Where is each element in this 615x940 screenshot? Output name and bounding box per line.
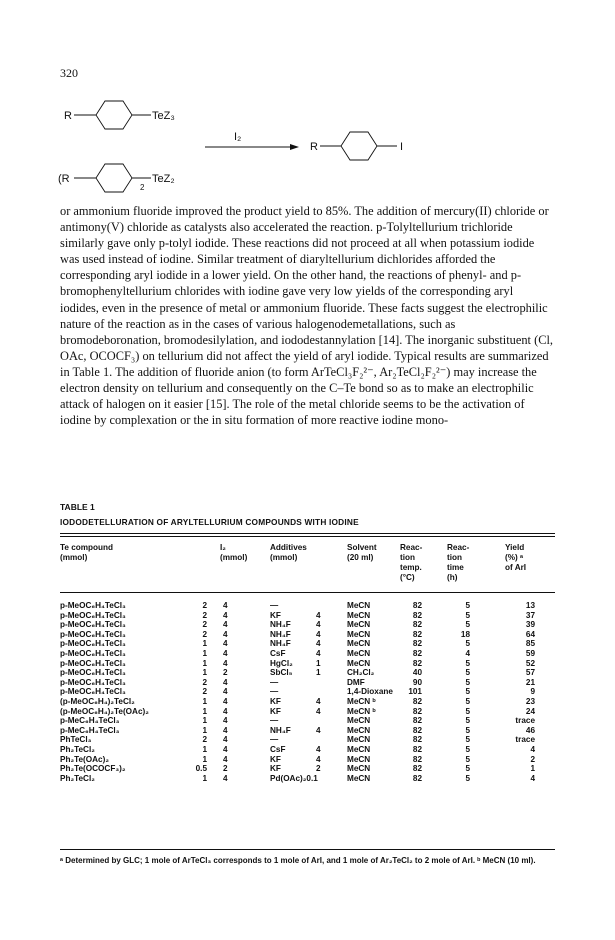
- mmol-cell: 2: [202, 677, 207, 687]
- mmol-cell: 2: [202, 601, 207, 610]
- temp-cell: 40: [412, 668, 422, 678]
- solvent-cell: DMF: [347, 677, 365, 687]
- reaction-scheme: [55, 92, 565, 200]
- reactant2-subscript: 2: [140, 183, 145, 192]
- header-solvent: Solvent (20 ml): [347, 543, 377, 562]
- time-cell: 5: [465, 725, 470, 735]
- solvent-cell: 1,4-Dioxane: [347, 687, 393, 697]
- solvent-cell: MeCN: [347, 629, 371, 639]
- temp-cell: 82: [412, 648, 422, 658]
- table-row: [60, 620, 555, 630]
- mmol-cell: 1: [202, 744, 207, 754]
- compound-cell: p-MeC₆H₄TeCl₃: [60, 725, 120, 735]
- mmol-cell: 0.5: [195, 764, 207, 774]
- table-row: [60, 716, 555, 726]
- compound-cell: p-MeOC₆H₄TeCl₃: [60, 648, 126, 658]
- additive-cell: NH₄F: [270, 620, 291, 630]
- table-row: [60, 611, 555, 621]
- additive-mmol-cell: 4: [316, 754, 321, 764]
- additive-cell: —: [270, 601, 279, 610]
- solvent-cell: MeCN: [347, 658, 371, 668]
- additive-cell: Pd(OAc)₂0.1: [270, 773, 318, 783]
- iodine-cell: 2: [223, 668, 228, 678]
- table-row: [60, 755, 555, 765]
- additive-cell: SbCl₅: [270, 668, 293, 678]
- additive-mmol-cell: 2: [316, 764, 321, 774]
- time-cell: 5: [465, 754, 470, 764]
- additive-cell: —: [270, 677, 279, 687]
- temp-cell: 82: [412, 706, 422, 716]
- table-row: [60, 764, 555, 774]
- compound-cell: p-MeOC₆H₄TeCl₃: [60, 620, 126, 630]
- header-yield: Yield (%) ᵃ of ArI: [505, 543, 527, 572]
- temp-cell: 82: [412, 744, 422, 754]
- mmol-cell: 1: [202, 716, 207, 726]
- iodine-cell: 4: [223, 754, 228, 764]
- benzene-ring-1: [96, 101, 132, 129]
- additive-mmol-cell: 4: [316, 725, 321, 735]
- yield-cell: trace: [515, 716, 535, 726]
- table-top-rule: [60, 533, 555, 534]
- solvent-cell: MeCN: [347, 601, 371, 610]
- additive-mmol-cell: 4: [316, 696, 321, 706]
- additive-cell: KF: [270, 706, 281, 716]
- temp-cell: 82: [412, 773, 422, 783]
- temp-cell: 82: [412, 735, 422, 745]
- iodine-cell: 4: [223, 716, 228, 726]
- additive-cell: NH₄F: [270, 725, 291, 735]
- time-cell: 5: [465, 773, 470, 783]
- page-number: 320: [60, 66, 78, 80]
- time-cell: 4: [465, 648, 470, 658]
- yield-cell: 1: [530, 764, 535, 774]
- temp-cell: 82: [412, 620, 422, 630]
- solvent-cell: MeCN: [347, 744, 371, 754]
- table-header: [60, 539, 555, 589]
- table-row: [60, 687, 555, 697]
- compound-cell: Ph₂Te(OCOCF₃)₂: [60, 764, 126, 774]
- yield-cell: 4: [530, 744, 535, 754]
- yield-cell: 37: [525, 610, 535, 620]
- compound-cell: (p-MeOC₆H₄)₂Te(OAc)₂: [60, 706, 149, 716]
- additive-mmol-cell: 4: [316, 629, 321, 639]
- yield-cell: 4: [530, 773, 535, 783]
- iodine-cell: 4: [223, 639, 228, 649]
- temp-cell: 82: [412, 764, 422, 774]
- additive-mmol-cell: 4: [316, 620, 321, 630]
- additive-mmol-cell: 4: [316, 648, 321, 658]
- time-cell: 5: [465, 744, 470, 754]
- yield-cell: 24: [525, 706, 535, 716]
- temp-cell: 82: [412, 725, 422, 735]
- header-additives: Additives (mmol): [270, 543, 307, 562]
- additive-mmol-cell: 1: [316, 658, 321, 668]
- solvent-cell: MeCN: [347, 620, 371, 630]
- time-cell: 5: [465, 620, 470, 630]
- temp-cell: 82: [412, 639, 422, 649]
- compound-cell: p-MeOC₆H₄TeCl₃: [60, 610, 126, 620]
- yield-cell: 39: [525, 620, 535, 630]
- iodine-cell: 2: [223, 764, 228, 774]
- solvent-cell: MeCN: [347, 648, 371, 658]
- compound-cell: p-MeOC₆H₄TeCl₃: [60, 629, 126, 639]
- solvent-cell: MeCN: [347, 764, 371, 774]
- table-row: [60, 774, 555, 784]
- table-row: [60, 639, 555, 649]
- solvent-cell: MeCN: [347, 610, 371, 620]
- table-row: [60, 630, 555, 640]
- additive-mmol-cell: 4: [316, 610, 321, 620]
- additive-cell: NH₄F: [270, 639, 291, 649]
- table-row: [60, 678, 555, 688]
- table-footnote: ᵃ Determined by GLC; 1 mole of ArTeCl₃ corresponds to 1 mole of ArI, and 1 mole of Ar₂TeCl₂ to 2 mole of ArI. ᵇ MeCN (10 ml).: [60, 856, 536, 865]
- time-cell: 5: [465, 610, 470, 620]
- table-row: [60, 697, 555, 707]
- table-top-rule-2: [60, 536, 555, 537]
- iodine-cell: 4: [223, 687, 228, 697]
- time-cell: 5: [465, 677, 470, 687]
- iodine-cell: 4: [223, 658, 228, 668]
- temp-cell: 101: [408, 687, 422, 697]
- yield-cell: 52: [525, 658, 535, 668]
- temp-cell: 82: [412, 629, 422, 639]
- mmol-cell: 1: [202, 648, 207, 658]
- compound-cell: Ph₂Te(OAc)₂: [60, 754, 109, 764]
- additive-cell: CsF: [270, 648, 286, 658]
- additive-mmol-cell: 1: [316, 668, 321, 678]
- yield-cell: trace: [515, 735, 535, 745]
- compound-cell: p-MeOC₆H₄TeCl₃: [60, 677, 126, 687]
- time-cell: 18: [460, 629, 470, 639]
- reactant1-group-label: TeZ₃: [152, 110, 175, 122]
- table-body: [60, 601, 555, 783]
- product-r-label: R: [310, 141, 318, 153]
- solvent-cell: MeCN: [347, 716, 371, 726]
- additive-mmol-cell: 4: [316, 706, 321, 716]
- table-title: IODODETELLURATION OF ARYLTELLURIUM COMPOUNDS WITH IODINE: [60, 517, 359, 527]
- header-compound: Te compound (mmol): [60, 543, 114, 562]
- iodine-cell: 4: [223, 725, 228, 735]
- compound-cell: p-MeOC₆H₄TeCl₃: [60, 687, 126, 697]
- iodine-cell: 4: [223, 735, 228, 745]
- time-cell: 5: [465, 658, 470, 668]
- table-bottom-rule: [60, 849, 555, 850]
- yield-cell: 57: [525, 668, 535, 678]
- table-header-rule: [60, 592, 555, 593]
- time-cell: 5: [465, 668, 470, 678]
- iodine-cell: 4: [223, 648, 228, 658]
- compound-cell: p-MeOC₆H₄TeCl₃: [60, 658, 126, 668]
- mmol-cell: 1: [202, 725, 207, 735]
- additive-cell: —: [270, 687, 279, 697]
- reactant2-group-label: TeZ₂: [152, 173, 175, 185]
- temp-cell: 82: [412, 601, 422, 610]
- solvent-cell: MeCN ᵇ: [347, 706, 376, 716]
- yield-cell: 46: [525, 725, 535, 735]
- temp-cell: 82: [412, 696, 422, 706]
- additive-cell: —: [270, 735, 279, 745]
- additive-cell: —: [270, 716, 279, 726]
- mmol-cell: 1: [202, 706, 207, 716]
- compound-cell: p-MeOC₆H₄TeCl₃: [60, 601, 126, 610]
- time-cell: 5: [465, 601, 470, 610]
- compound-cell: Ph₂TeCl₂: [60, 773, 95, 783]
- reactant1-r-label: R: [64, 110, 72, 122]
- time-cell: 5: [465, 687, 470, 697]
- solvent-cell: MeCN: [347, 725, 371, 735]
- compound-cell: Ph₂TeCl₂: [60, 744, 95, 754]
- table-label: TABLE 1: [60, 502, 95, 512]
- solvent-cell: MeCN: [347, 754, 371, 764]
- mmol-cell: 1: [202, 668, 207, 678]
- time-cell: 5: [465, 735, 470, 745]
- additive-cell: KF: [270, 696, 281, 706]
- compound-cell: (p-MeOC₆H₄)₂TeCl₂: [60, 696, 135, 706]
- table-row: [60, 668, 555, 678]
- results-table: [60, 539, 555, 783]
- additive-cell: KF: [270, 754, 281, 764]
- yield-cell: 85: [525, 639, 535, 649]
- reactant2-prefix-label: (R: [58, 173, 70, 185]
- yield-cell: 23: [525, 696, 535, 706]
- temp-cell: 90: [412, 677, 422, 687]
- yield-cell: 21: [525, 677, 535, 687]
- time-cell: 5: [465, 764, 470, 774]
- compound-cell: PhTeCl₃: [60, 735, 92, 745]
- iodine-cell: 4: [223, 610, 228, 620]
- additive-cell: KF: [270, 764, 281, 774]
- compound-cell: p-MeOC₆H₄TeCl₃: [60, 639, 126, 649]
- table-row: [60, 745, 555, 755]
- header-iodine: I₂ (mmol): [220, 543, 248, 562]
- yield-cell: 13: [525, 601, 535, 610]
- iodine-cell: 4: [223, 696, 228, 706]
- additive-cell: HgCl₂: [270, 658, 293, 668]
- benzene-ring-3: [341, 132, 377, 160]
- mmol-cell: 1: [202, 696, 207, 706]
- table-row: [60, 649, 555, 659]
- mmol-cell: 1: [202, 754, 207, 764]
- iodine-cell: 4: [223, 629, 228, 639]
- solvent-cell: MeCN: [347, 639, 371, 649]
- additive-mmol-cell: 4: [316, 639, 321, 649]
- reagent-label: I₂: [234, 131, 242, 143]
- yield-cell: 9: [530, 687, 535, 697]
- compound-cell: p-MeC₆H₄TeCl₃: [60, 716, 120, 726]
- additive-mmol-cell: 4: [316, 744, 321, 754]
- temp-cell: 82: [412, 658, 422, 668]
- table-row: [60, 707, 555, 717]
- additive-cell: CsF: [270, 744, 286, 754]
- mmol-cell: 2: [202, 687, 207, 697]
- mmol-cell: 1: [202, 773, 207, 783]
- time-cell: 5: [465, 639, 470, 649]
- time-cell: 5: [465, 696, 470, 706]
- mmol-cell: 1: [202, 658, 207, 668]
- iodine-cell: 4: [223, 744, 228, 754]
- table-row: [60, 601, 555, 611]
- temp-cell: 82: [412, 754, 422, 764]
- mmol-cell: 2: [202, 620, 207, 630]
- iodine-cell: 4: [223, 706, 228, 716]
- mmol-cell: 2: [202, 735, 207, 745]
- additive-cell: NH₄F: [270, 629, 291, 639]
- iodine-cell: 4: [223, 677, 228, 687]
- body-paragraph: or ammonium fluoride improved the product yield to 85%. The addition of mercury(II) chloride or antimony(V) chloride as catalysts also accelerated the reaction. p-Tolyltellurium trichloride similarly gave only p-tolyl iodide. These reactions did not proceed at all when potassium iodide was used instead of iodine. Similar treatment of diaryltellurium dichlorides afforded the corresponding aryl iodide in a lower yield. On the other hand, the reactions of phenyl- and p-bromophenyltellurium chlorides with iodine gave very low yields of the corresponding aryl iodides, even in the presence of metal or ammonium fluoride. These facts suggest the electrophilic nature of the reaction as in the cases of various halogenodemetallations, such as bromodeboronation, bromodesilylation, and iododestannylation [14]. The inorganic substituent (Cl, OAc, OCOCF₃) on tellurium did not affect the yield of aryl iodide. Typical results are summarized in Table 1. The addition of fluoride anion (to form ArTeCl₃F₂²⁻, Ar₂TeCl₂F₂²⁻) may increase the electron density on tellurium and consequently on the C–Te bond so as to make an electrophilic attack of halogen on it easier [15]. The role of the metal chloride seems to be the activation of iodine by complexation or the in situ formation of more reactive iodine mono-: [60, 204, 554, 428]
- solvent-cell: MeCN: [347, 735, 371, 745]
- iodine-cell: 4: [223, 601, 228, 610]
- temp-cell: 82: [412, 610, 422, 620]
- time-cell: 5: [465, 716, 470, 726]
- mmol-cell: 2: [202, 629, 207, 639]
- mmol-cell: 1: [202, 639, 207, 649]
- yield-cell: 59: [525, 648, 535, 658]
- table-row: [60, 659, 555, 669]
- temp-cell: 82: [412, 716, 422, 726]
- product-group-label: I: [400, 141, 404, 153]
- solvent-cell: MeCN ᵇ: [347, 696, 376, 706]
- solvent-cell: MeCN: [347, 773, 371, 783]
- iodine-cell: 4: [223, 773, 228, 783]
- yield-cell: 64: [525, 629, 535, 639]
- mmol-cell: 2: [202, 610, 207, 620]
- compound-cell: p-MeOC₆H₄TeCl₃: [60, 668, 126, 678]
- benzene-ring-2: [96, 164, 132, 192]
- yield-cell: 2: [530, 754, 535, 764]
- table-row: [60, 726, 555, 736]
- additive-cell: KF: [270, 610, 281, 620]
- header-time: Reac- tion time (h): [447, 543, 470, 582]
- table-row: [60, 735, 555, 745]
- time-cell: 5: [465, 706, 470, 716]
- arrow-head-icon: [290, 144, 299, 150]
- solvent-cell: CH₂Cl₂: [347, 668, 375, 678]
- header-temp: Reac- tion temp. (°C): [400, 543, 423, 582]
- iodine-cell: 4: [223, 620, 228, 630]
